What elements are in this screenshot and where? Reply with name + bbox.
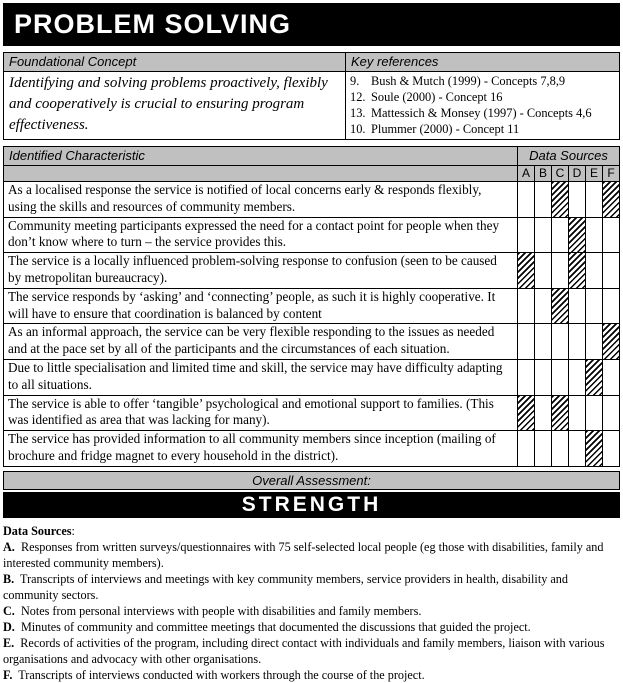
data-source-cell-D xyxy=(569,324,585,359)
overall-assessment-label: Overall Assessment: xyxy=(3,471,620,490)
data-source-cell-B xyxy=(535,182,551,217)
characteristic-row-text: As an informal approach, the service can be very flexible responding to the issues as needed and at the pace set by all of the participants and the circumstances of each situation. xyxy=(4,324,517,359)
data-source-cell-D xyxy=(569,218,585,253)
data-source-cell-A xyxy=(518,396,534,431)
data-source-cell-C xyxy=(552,396,568,431)
data-source-cell-A xyxy=(518,253,534,288)
data-source-cell-F xyxy=(603,289,619,324)
characteristic-row-text: Community meeting participants expressed the need for a contact point for people when they don’t know where to turn – the service provides this. xyxy=(4,218,517,253)
data-source-cell-D xyxy=(569,431,585,466)
data-source-cell-C xyxy=(552,182,568,217)
data-source-cell-E xyxy=(586,218,602,253)
foundational-concept-table xyxy=(3,52,620,140)
data-source-cell-C xyxy=(552,289,568,324)
data-source-cell-F xyxy=(603,218,619,253)
data-source-cell-C xyxy=(552,431,568,466)
data-source-cell-B xyxy=(535,396,551,431)
data-source-cell-F xyxy=(603,182,619,217)
data-source-cell-B xyxy=(535,289,551,324)
characteristic-row-text: The service has provided information to all community members since inception (mailing of brochure and fridge magnet to every household in the district). xyxy=(4,431,517,466)
characteristic-row-text: The service is able to offer ‘tangible’ psychological and emotional support to families. (This was identified as area that was lacking for many). xyxy=(4,396,517,431)
empty-subheader-cell xyxy=(4,166,517,181)
data-source-cell-A xyxy=(518,289,534,324)
data-source-cell-C xyxy=(552,218,568,253)
source-column-E: E xyxy=(586,166,602,181)
legend-item-B: B. Transcripts of interviews and meetings with key community members, service providers in health, disability and community sectors. xyxy=(3,571,568,602)
characteristic-row-text: The service is a locally influenced problem-solving response to confusion (seen to be caused by metropolitan bureaucracy). xyxy=(4,253,517,288)
reference-item: 10. Plummer (2000) - Concept 11 xyxy=(350,122,520,136)
data-source-cell-A xyxy=(518,360,534,395)
data-source-cell-B xyxy=(535,360,551,395)
reference-item: 12. Soule (2000) - Concept 16 xyxy=(350,90,503,104)
data-source-cell-D xyxy=(569,289,585,324)
data-source-cell-E xyxy=(586,360,602,395)
data-sources-legend xyxy=(3,523,620,683)
identified-characteristic-header: Identified Characteristic xyxy=(4,147,517,165)
source-column-D: D xyxy=(569,166,585,181)
data-source-cell-A xyxy=(518,431,534,466)
legend-item-A: A. Responses from written surveys/questionnaires with 75 self-selected local people (eg those with disabilities, family and interested community members). xyxy=(3,539,604,570)
data-source-cell-D xyxy=(569,253,585,288)
data-source-cell-A xyxy=(518,324,534,359)
data-source-cell-B xyxy=(535,253,551,288)
data-source-cell-C xyxy=(552,324,568,359)
legend-item-D: D. Minutes of community and committee meetings that documented the discussions that guided the project. xyxy=(3,619,531,634)
reference-item: 13. Mattessich & Monsey (1997) - Concepts 4,6 xyxy=(350,106,592,120)
data-source-cell-E xyxy=(586,324,602,359)
legend-item-F: F. Transcripts of interviews conducted with workers through the course of the project. xyxy=(3,667,425,682)
characteristics-table xyxy=(3,146,620,467)
data-source-cell-F xyxy=(603,360,619,395)
foundational-concept-header: Foundational Concept xyxy=(4,53,345,71)
data-source-cell-B xyxy=(535,218,551,253)
source-column-B: B xyxy=(535,166,551,181)
legend-items xyxy=(3,539,620,683)
data-sources-header: Data Sources xyxy=(518,147,619,165)
data-source-cell-E xyxy=(586,182,602,217)
key-references-list xyxy=(346,72,619,139)
data-source-cell-E xyxy=(586,396,602,431)
data-source-cell-D xyxy=(569,182,585,217)
data-source-cell-B xyxy=(535,324,551,359)
data-source-cell-E xyxy=(586,431,602,466)
data-source-cell-F xyxy=(603,431,619,466)
data-source-cell-D xyxy=(569,360,585,395)
characteristic-row-text: Due to little specialisation and limited time and skill, the service may have difficulty adapting to all situations. xyxy=(4,360,517,395)
data-source-cell-C xyxy=(552,360,568,395)
data-source-cell-D xyxy=(569,396,585,431)
source-column-A: A xyxy=(518,166,534,181)
reference-item: 9. Bush & Mutch (1999) - Concepts 7,8,9 xyxy=(350,74,566,88)
foundational-concept-text: Identifying and solving problems proactively, flexibly and cooperatively is crucial to ensuring program effectiveness. xyxy=(4,72,345,139)
data-source-cell-C xyxy=(552,253,568,288)
data-source-cell-A xyxy=(518,182,534,217)
data-source-cell-E xyxy=(586,289,602,324)
overall-assessment-value: STRENGTH xyxy=(3,492,620,518)
data-source-cell-F xyxy=(603,324,619,359)
legend-item-E: E. Records of activities of the program, including direct contact with individuals and family members, liaison with various organisations and advocacy with other organisations. xyxy=(3,635,605,666)
source-column-F: F xyxy=(603,166,619,181)
characteristic-row-text: As a localised response the service is notified of local concerns early & responds flexibly, using the skills and resources of community members. xyxy=(4,182,517,217)
data-source-cell-F xyxy=(603,253,619,288)
legend-item-C: C. Notes from personal interviews with people with disabilities and family members. xyxy=(3,603,422,618)
data-source-cell-E xyxy=(586,253,602,288)
characteristic-row-text: The service responds by ‘asking’ and ‘connecting’ people, as such it is highly cooperative. It will have to ensure that coordination is balanced by content xyxy=(4,289,517,324)
page-title: PROBLEM SOLVING xyxy=(3,3,620,46)
data-source-cell-B xyxy=(535,431,551,466)
data-source-cell-A xyxy=(518,218,534,253)
source-column-C: C xyxy=(552,166,568,181)
legend-title: Data Sources: xyxy=(3,523,75,538)
data-source-cell-F xyxy=(603,396,619,431)
key-references-header: Key references xyxy=(346,53,619,71)
